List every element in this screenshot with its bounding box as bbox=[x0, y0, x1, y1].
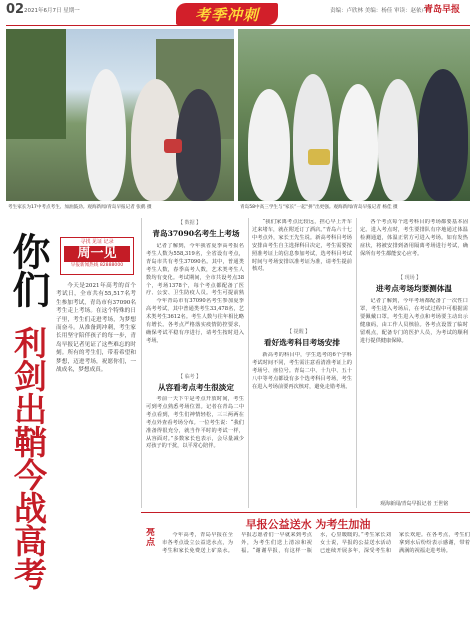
students-photo bbox=[238, 29, 470, 201]
section-body: 记者了解到，今年我省夏季高考报名考生人数为558,319名，全省设有考点，青岛市共有考生37090名。其中，普通类考生人数，春季高考人数，艺术类考生人数均有变化。考试期间，全市共设考点38个，考场1378个，每个考点都配备了医疗、公安、卫生防疫人员。考生可提前熟 bbox=[146, 243, 244, 297]
column-divider bbox=[356, 218, 357, 508]
section-heading: 青岛37090名考生上考场 bbox=[152, 229, 240, 238]
person-figure bbox=[86, 69, 126, 201]
section-body: 记者了解到，今年考场都配备了一次性口罩，考生进入考场后，在考试过程中可根据需要佩戴口罩。考生进入考点和考场要主动出示健康码，由工作人员核验。各考点设置了临时留观点，配备专门的医护人员，为考试的顺利进行提供健康保障。 bbox=[360, 298, 468, 344]
section-body: 各个考点每个选考科目的考场都要基本固定。进入考点时，考生要排队有序地通过体温检测通道，体温正常方可进入考场。如有发热症状，将被安排到备用隔离考场进行考试，确保所有考生都能安心应考。 bbox=[360, 219, 468, 257]
page-number: 02 bbox=[6, 2, 25, 17]
section-tag: 【 现场 】 bbox=[398, 275, 422, 281]
section-heading: 进考点考场均要测体温 bbox=[376, 284, 452, 293]
tree-shape bbox=[6, 29, 66, 139]
section-heading: 看好选考科目考场安排 bbox=[264, 338, 340, 347]
exam-hall-photo bbox=[6, 29, 234, 201]
section-body: 今年青岛市有37090名考生参加夏季高考考试，其中普通类考生33,478名，艺术类考生3612名。考生人数与往年相比略有增长。各考点严格落实疫情防控要求，确保考试平稳有序进行，请考生按时进入考场。 bbox=[146, 298, 244, 344]
intro-text: 今天是2021年高考的首个考试日，全市共有55,517名考生参加考试，青岛市有37090名考生走上考场。在这个特殊的日子里，考生们走进考场，为梦想而奋斗。从准备到冲刺，考生家长用坚守陪伴孩子的每一步，青岛早报记者见证了这些难忘的时刻。所有的考生们，带着希望和梦想，迈进考场，祝愿你们，一战成名，梦想成真。 bbox=[56, 283, 136, 374]
section-body: 新高考的科目中，学生选考的6个学科考试时间不同，考生需注意看清准考证上的考场号、座位号。青岛二中、十九中、五十八中等考点都设有多个选考科目考场，考生在进入考场前要再次核对，避免走错考场。 bbox=[252, 352, 352, 390]
headline-black: 你们 bbox=[6, 232, 51, 308]
section-body: 考前一天下午是考点开放时间，考生可到考点熟悉考场位置。记者在青岛二中考点看到，考生们神情轻松，三三两两在考点外查看考场分布。一位考生说：“我们准备得很充分，就当作平时的考试一样，从容面对。”多数家长也表示，会尽量减少对孩子的干扰，以平常心陪伴。 bbox=[146, 396, 244, 450]
section-body: “我们家离考点比较远，担心早上开车过来堵车，就在附近订了酒店。”青岛六十七中考点外，家长王先生说。新高考科目考场安排由考生自主选择科目决定，考生需要按照准考证上的信息参加考试，选考科目考试时间与考场安排以准考证为准，请考生提前核对。 bbox=[252, 219, 352, 273]
flower-bouquet bbox=[308, 149, 330, 165]
flower-bouquet bbox=[164, 139, 182, 153]
section-title: 考季冲刺 bbox=[194, 6, 259, 24]
person-figure bbox=[338, 84, 378, 201]
editor-credits: 责编：卢欣林 美编：杨佳 审读：赵依卢 bbox=[330, 8, 427, 14]
lead-heading: 早报公益送水 为考生加油 bbox=[245, 518, 371, 531]
badge-tagline: 寻找 见证 记录 bbox=[80, 239, 114, 245]
headline-red: 利剑出鞘今战高考 bbox=[9, 325, 48, 590]
person-figure bbox=[293, 74, 333, 201]
person-figure bbox=[248, 89, 290, 201]
column-divider bbox=[248, 218, 249, 508]
person-figure bbox=[378, 79, 418, 201]
issue-date: 2021年6月7日 星期一 bbox=[24, 8, 80, 14]
person-figure bbox=[418, 69, 468, 201]
section-heading: 从容看考点考生很淡定 bbox=[158, 383, 234, 392]
left-photo-caption: 考生家长为17中考点考生、加油鼓劲。观海新闻/青岛早报记者 张鹤 摄 bbox=[8, 205, 152, 210]
lead-rule bbox=[141, 512, 470, 513]
reporter-credit: 观海新闻/青岛早报记者 王世铭 bbox=[380, 501, 449, 507]
section-tag: 【 提醒 】 bbox=[287, 329, 311, 335]
lead-body: 今年高考，青岛早报在全市各考点设立公益送水点，为考生和家长免费送上矿泉水。早报志愿者们一早就来到考点外，为考生们送上清凉和祝福。“谢谢早报，有这样一瓶水，心里暖暖的。”考生家长刘女士说，早报的公益送水活动已连续开展多年，深受考生和家长欢迎。在各考点，考生们拿到水后纷纷表示感谢，带着满满的祝福走进考场。 bbox=[162, 532, 470, 554]
section-tag: 【 临考 】 bbox=[178, 374, 202, 380]
person-figure bbox=[176, 89, 221, 201]
section-tag: 【 数据 】 bbox=[178, 220, 202, 226]
badge-title: 周一见 bbox=[64, 246, 130, 262]
right-photo-caption: 青岛58中高三学生与“家长”一起“拼”出更强。观海新闻/青岛早报记者 杨佳 摄 bbox=[240, 205, 398, 210]
column-divider bbox=[141, 218, 142, 508]
badge-hotline: 早报新闻热线 82888000 bbox=[70, 263, 124, 268]
column-badge bbox=[60, 237, 134, 275]
newspaper-logo: 青岛早报 bbox=[424, 5, 461, 15]
header-rule bbox=[6, 25, 470, 26]
lead-tag: 亮点 bbox=[146, 528, 156, 548]
